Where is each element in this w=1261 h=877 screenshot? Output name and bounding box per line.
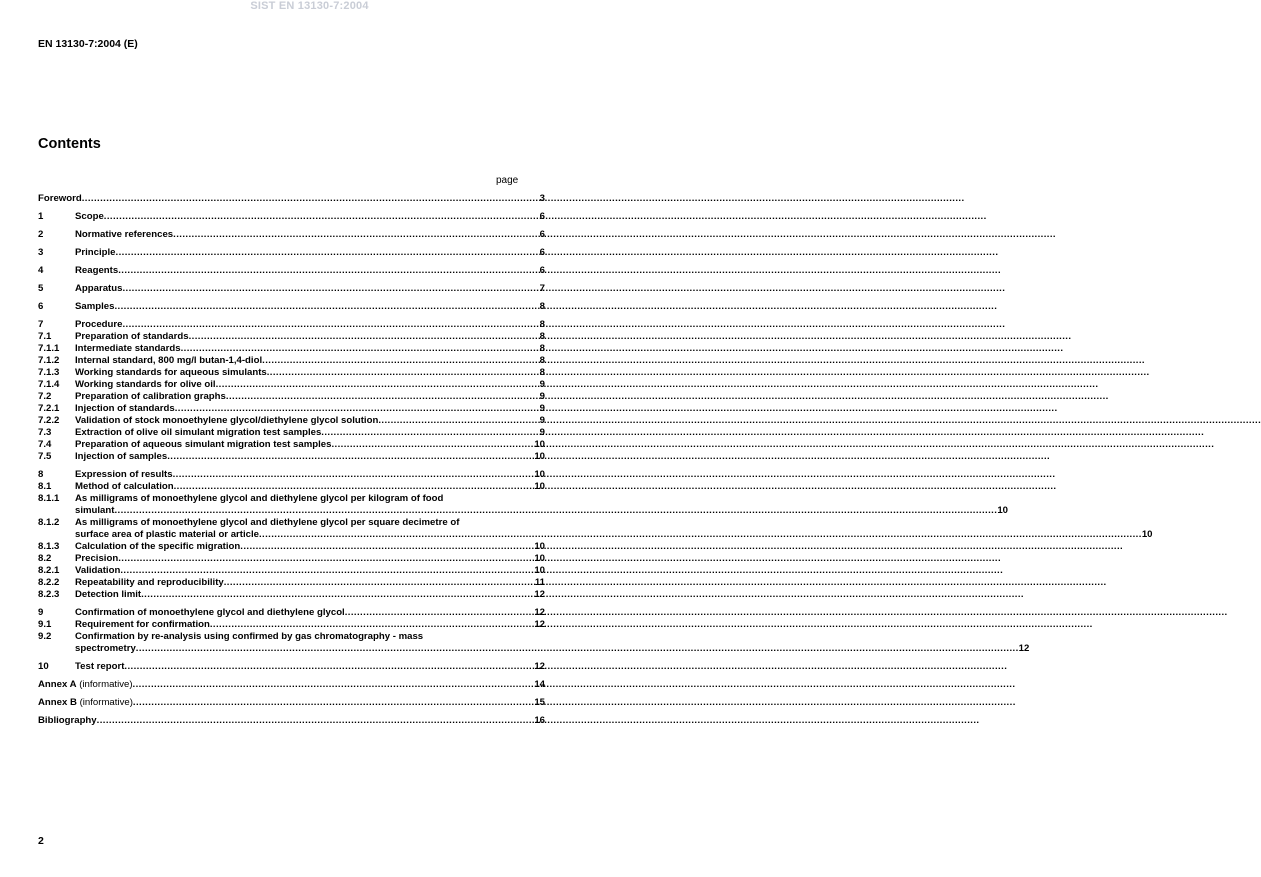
toc-entry-number: 7.1.3	[38, 367, 60, 378]
toc-entry-number: 7.1	[38, 331, 52, 342]
toc-entry-page: 6	[539, 211, 545, 222]
toc-entry-8-1-3[interactable]	[38, 541, 545, 553]
toc-entry-title: Test report	[75, 661, 125, 672]
toc-entry-page: 9	[539, 379, 545, 390]
toc-entry-number: 8	[38, 469, 44, 480]
toc-entry-number: 3	[38, 247, 44, 258]
toc-entry-page: 10	[534, 481, 545, 492]
toc-entry-title: Working standards for aqueous simulants	[75, 367, 267, 378]
toc-entry-page: 10	[534, 565, 545, 576]
toc-entry-page: 9	[539, 415, 545, 426]
toc-entry-8-1-1[interactable]	[38, 493, 1008, 517]
toc-entry-7[interactable]	[38, 319, 545, 331]
toc-entry-page: 9	[539, 403, 545, 414]
toc-entry-page: 8	[539, 343, 545, 354]
toc-entry-number: 7	[38, 319, 44, 330]
toc-entry-title: Bibliography	[38, 715, 97, 726]
toc-entry-number: 8.1.1	[38, 493, 60, 504]
toc-entry-title: Apparatus	[75, 283, 123, 294]
toc-entry-title: Principle	[75, 247, 116, 258]
toc-entry-page: 12	[534, 607, 545, 618]
toc-entry-bibliography[interactable]	[38, 715, 545, 727]
toc-entry-title: Intermediate standards	[75, 343, 181, 354]
toc-entry-8-2[interactable]	[38, 553, 545, 565]
toc-entry-title: Samples	[75, 301, 115, 312]
toc-entry-page: 12	[534, 589, 545, 600]
toc-entry-page: 12	[534, 619, 545, 630]
toc-entry-number: 8.1	[38, 481, 52, 492]
toc-entry-number: 9	[38, 607, 44, 618]
document-id: EN 13130-7:2004 (E)	[38, 38, 138, 50]
toc-entry-number: 7.5	[38, 451, 52, 462]
toc-entry-title: Detection limit	[75, 589, 142, 600]
toc-entry-title: Precision	[75, 553, 119, 564]
toc-entry-page: 16	[534, 715, 545, 726]
toc-entry-1[interactable]	[38, 211, 545, 223]
toc-entry-title-line1: As milligrams of monoethylene glycol and diethylene glycol per square decimetre of	[75, 517, 460, 528]
toc-entry-title: Validation	[75, 565, 121, 576]
toc-entry-page: 10	[534, 451, 545, 462]
toc-entry-page: 6	[539, 229, 545, 240]
toc-entry-number: 8.1.3	[38, 541, 60, 552]
toc-entry-7-1[interactable]	[38, 331, 545, 343]
toc-entry-8-2-1[interactable]	[38, 565, 545, 577]
table-of-contents	[38, 193, 1153, 727]
toc-entry-title: Preparation of calibration graphs	[75, 391, 226, 402]
toc-entry-3[interactable]	[38, 247, 545, 259]
toc-entry-page: 10	[534, 553, 545, 564]
toc-entry-9[interactable]	[38, 607, 545, 619]
toc-entry-7-1-2[interactable]	[38, 355, 545, 367]
toc-entry-title: Scope	[75, 211, 104, 222]
toc-entry-7-4[interactable]	[38, 439, 545, 451]
toc-entry-page: 8	[539, 331, 545, 342]
toc-entry-foreword[interactable]	[38, 193, 545, 205]
page-column-label: page	[496, 175, 519, 186]
toc-entry-page: 10	[534, 541, 545, 552]
toc-entry-title: Repeatability and reproducibility	[75, 577, 224, 588]
toc-entry-title: Expression of results	[75, 469, 173, 480]
toc-entry-page: 9	[539, 427, 545, 438]
toc-entry-7-1-4[interactable]	[38, 379, 545, 391]
toc-entry-title-line2: surface area of plastic material or article	[75, 529, 259, 540]
toc-entry-page: 12	[534, 661, 545, 672]
toc-entry-annex-b[interactable]	[38, 697, 545, 709]
toc-entry-title: Reagents	[75, 265, 119, 276]
toc-entry-title: Preparation of standards	[75, 331, 189, 342]
toc-entry-7-2-1[interactable]	[38, 403, 545, 415]
toc-entry-title: Normative references	[75, 229, 174, 240]
toc-entry-number: 7.2	[38, 391, 52, 402]
toc-entry-8[interactable]	[38, 469, 545, 481]
page-title: Contents	[38, 136, 101, 152]
toc-entry-title-line1: Confirmation by re-analysis using confirmed by gas chromatography - mass	[75, 631, 424, 642]
toc-entry-annex-a[interactable]	[38, 679, 545, 691]
toc-entry-number: 7.4	[38, 439, 52, 450]
page-number: 2	[38, 835, 44, 847]
toc-entry-title-line2: spectrometry	[75, 643, 136, 654]
toc-entry-title: Confirmation of monoethylene glycol and diethylene glycol	[75, 607, 345, 618]
toc-entry-page: 8	[539, 355, 545, 366]
toc-entry-7-1-3[interactable]	[38, 367, 545, 379]
toc-entry-7-2-2[interactable]	[38, 415, 545, 427]
toc-entry-page: 10	[1141, 529, 1153, 540]
toc-entry-number: 7.1.2	[38, 355, 60, 366]
toc-entry-title: Validation of stock monoethylene glycol/diethylene glycol solution	[75, 415, 379, 426]
toc-entry-number: 8.2.3	[38, 589, 60, 600]
toc-entry-number: 9.1	[38, 619, 52, 630]
toc-entry-number: 7.3	[38, 427, 52, 438]
toc-entry-page: 12	[1018, 643, 1030, 654]
toc-entry-title: Procedure	[75, 319, 123, 330]
toc-entry-number: 7.2.1	[38, 403, 60, 414]
toc-entry-number: 8.1.2	[38, 517, 60, 528]
toc-entry-page: 8	[539, 367, 545, 378]
toc-entry-title: Annex A	[38, 679, 77, 690]
toc-entry-title: Injection of samples	[75, 451, 168, 462]
toc-entry-page: 8	[539, 319, 545, 330]
toc-entry-page: 10	[534, 469, 545, 480]
toc-entry-page: 14	[534, 679, 545, 690]
toc-entry-6[interactable]	[38, 301, 545, 313]
toc-entry-number: 10	[38, 661, 49, 672]
toc-entry-title: Internal standard, 800 mg/l butan-1,4-diol	[75, 355, 263, 366]
toc-entry-page: 8	[539, 301, 545, 312]
toc-entry-page: 6	[539, 265, 545, 276]
toc-entry-number: 7.1.4	[38, 379, 60, 390]
toc-entry-title-line1: As milligrams of monoethylene glycol and diethylene glycol per kilogram of food	[75, 493, 444, 504]
toc-entry-8-1[interactable]	[38, 481, 545, 493]
toc-entry-9-2[interactable]	[38, 631, 1030, 655]
toc-entry-7-5[interactable]	[38, 451, 545, 463]
toc-entry-7-3[interactable]	[38, 427, 545, 439]
toc-entry-page: 15	[534, 697, 545, 708]
toc-entry-number: 7.1.1	[38, 343, 60, 354]
toc-entry-page: 11	[534, 577, 545, 588]
toc-entry-page: 10	[997, 505, 1008, 516]
toc-entry-2[interactable]	[38, 229, 545, 241]
toc-entry-page: 3	[539, 193, 545, 204]
toc-entry-title: Preparation of aqueous simulant migration test samples	[75, 439, 332, 450]
toc-entry-annex-type: (informative)	[76, 697, 133, 708]
toc-entry-number: 8.2	[38, 553, 52, 564]
toc-entry-page: 7	[539, 283, 545, 294]
toc-entry-page: 9	[539, 391, 545, 402]
toc-entry-page: 6	[539, 247, 545, 258]
toc-entry-number: 5	[38, 283, 44, 294]
toc-entry-4[interactable]	[38, 265, 545, 277]
toc-entry-number: 7.2.2	[38, 415, 60, 426]
toc-entry-title: Method of calculation	[75, 481, 174, 492]
toc-entry-title: Annex B	[38, 697, 77, 708]
toc-entry-title: Calculation of the specific migration	[75, 541, 241, 552]
toc-entry-7-1-1[interactable]	[38, 343, 545, 355]
toc-entry-10[interactable]	[38, 661, 545, 673]
toc-entry-title: Working standards for olive oil	[75, 379, 216, 390]
toc-entry-number: 9.2	[38, 631, 52, 642]
toc-entry-9-1[interactable]	[38, 619, 545, 631]
toc-entry-number: 1	[38, 211, 44, 222]
toc-entry-number: 4	[38, 265, 44, 276]
toc-entry-8-2-2[interactable]	[38, 577, 545, 589]
toc-entry-number: 8.2.2	[38, 577, 60, 588]
toc-entry-annex-type: (informative)	[76, 679, 133, 690]
toc-entry-page: 10	[534, 439, 545, 450]
toc-entry-number: 6	[38, 301, 44, 312]
toc-entry-number: 2	[38, 229, 44, 240]
toc-entry-title: Extraction of olive oil simulant migration test samples	[75, 427, 322, 438]
toc-entry-8-2-3[interactable]	[38, 589, 545, 601]
toc-entry-7-2[interactable]	[38, 391, 545, 403]
toc-entry-title: Foreword	[38, 193, 82, 204]
toc-entry-title-line2: simulant	[75, 505, 115, 516]
toc-entry-5[interactable]	[38, 283, 545, 295]
toc-entry-number: 8.2.1	[38, 565, 60, 576]
toc-entry-title: Requirement for confirmation	[75, 619, 210, 630]
toc-entry-title: Injection of standards	[75, 403, 175, 414]
toc-entry-8-1-2[interactable]	[38, 517, 1153, 541]
watermark: SIST EN 13130-7:2004	[250, 0, 369, 12]
